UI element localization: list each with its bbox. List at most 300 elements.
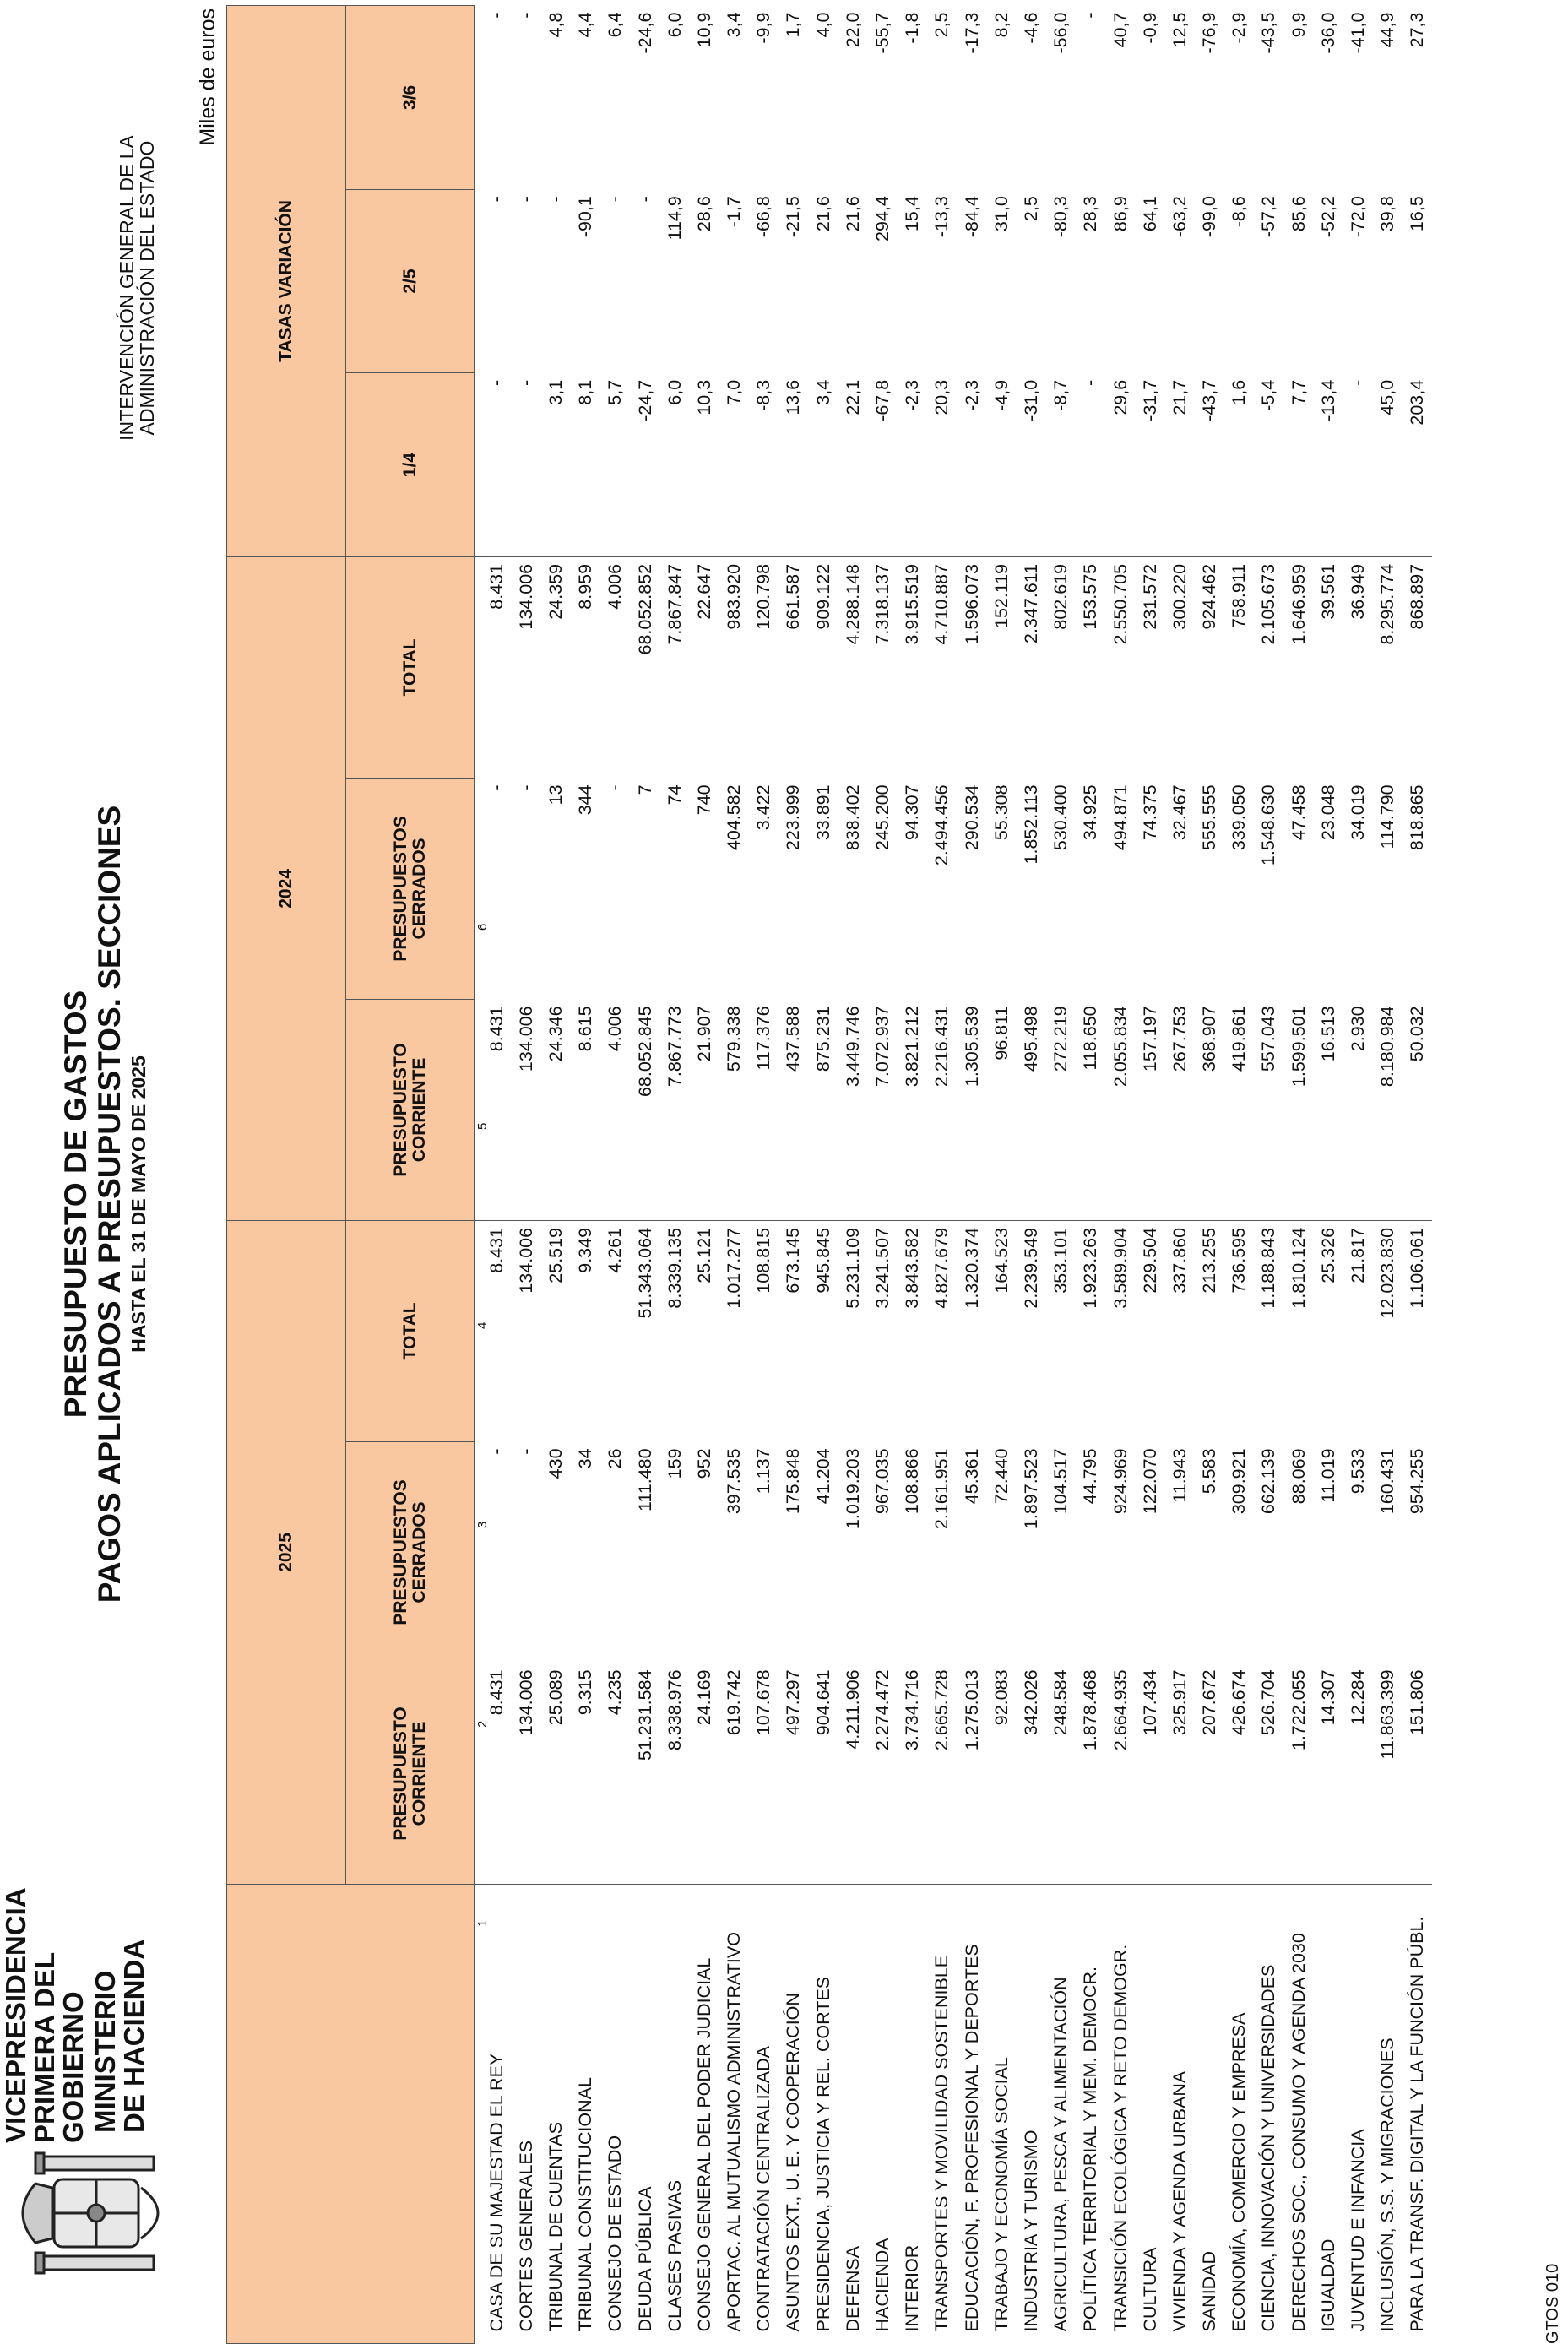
value-cell: 74 xyxy=(664,784,685,806)
value-cell: 661.587 xyxy=(783,563,804,630)
column-number-5: 5 xyxy=(475,1122,490,1130)
table-row xyxy=(927,6,957,2344)
value-cell: 3,4 xyxy=(724,12,745,38)
year-2024-header: 2024 xyxy=(227,556,346,1220)
form-code: GTOS 010 xyxy=(1544,2263,1562,2344)
value-cell: 32.467 xyxy=(1169,784,1190,841)
value-cell: 34.019 xyxy=(1348,784,1369,841)
value-cell: 41.204 xyxy=(812,1448,833,1505)
pc-2025-header xyxy=(346,1663,475,1884)
report-title xyxy=(59,571,150,1837)
table-row xyxy=(1283,6,1313,2344)
section-name-cell: TRIBUNAL DE CUENTAS xyxy=(545,2122,566,2332)
table-row xyxy=(1224,6,1254,2344)
value-cell: 3.422 xyxy=(753,784,774,831)
column-number-3: 3 xyxy=(475,1521,490,1528)
value-cell: 1.548.630 xyxy=(1258,784,1279,866)
value-cell: -43,5 xyxy=(1258,12,1279,54)
value-cell: 40,7 xyxy=(1110,12,1131,48)
value-cell: 55.308 xyxy=(990,784,1012,841)
value-cell: 120.798 xyxy=(753,563,774,630)
section-name-cell: SANIDAD xyxy=(1199,2250,1220,2332)
value-cell: 159 xyxy=(664,1448,685,1479)
table-row xyxy=(689,6,719,2344)
value-cell: -90,1 xyxy=(575,196,596,238)
section-name-cell: CONSEJO GENERAL DEL PODER JUDICIAL xyxy=(693,1957,714,2332)
value-cell: 325.917 xyxy=(1164,1663,1194,1884)
value-cell: 1,6 xyxy=(1224,373,1254,557)
value-cell: 557.043 xyxy=(1254,999,1283,1220)
section-name-cell: INCLUSIÓN, S.S. Y MIGRACIONES xyxy=(1377,2037,1398,2332)
value-cell: 3.915.519 xyxy=(902,563,923,645)
section-name-cell: EDUCACIÓN, F. PROFESIONAL Y DEPORTES xyxy=(961,1944,982,2332)
value-cell: 924.969 xyxy=(1110,1448,1131,1515)
igae-label xyxy=(117,128,157,448)
value-cell: 1.878.468 xyxy=(1076,1663,1105,1884)
title-main: PRESUPUESTO DE GASTOS xyxy=(58,990,93,1419)
value-cell: 300.220 xyxy=(1169,563,1190,630)
value-cell: 2.347.611 xyxy=(1020,563,1041,643)
value-cell: -4,6 xyxy=(1020,12,1041,44)
column-number-4: 4 xyxy=(475,1321,490,1329)
value-cell: 4.261 xyxy=(605,1227,626,1273)
value-cell: 2.665.728 xyxy=(927,1663,957,1884)
table-row xyxy=(1046,6,1076,2344)
value-cell: 3.821.212 xyxy=(898,999,927,1220)
section-name-cell: CIENCIA, INNOVACIÓN Y UNIVERSIDADES xyxy=(1258,1964,1279,2332)
value-cell: 530.400 xyxy=(1050,784,1072,851)
value-cell: 88.069 xyxy=(1288,1448,1309,1505)
section-name-cell: VIVIENDA Y AGENDA URBANA xyxy=(1169,2070,1190,2332)
value-cell: 134.006 xyxy=(515,1227,536,1294)
value-cell: 86,9 xyxy=(1110,196,1131,232)
value-cell: -56,0 xyxy=(1050,12,1072,54)
value-cell: 8.431 xyxy=(475,999,512,1220)
value-cell: 25.326 xyxy=(1317,1227,1338,1283)
table-row xyxy=(1313,6,1343,2344)
value-cell: -43,7 xyxy=(1195,373,1224,557)
value-cell: 68.052.852 xyxy=(634,563,655,655)
value-cell: 1.188.843 xyxy=(1258,1227,1279,1309)
value-cell: 2,5 xyxy=(1020,196,1041,222)
value-cell: 909.122 xyxy=(812,563,833,630)
value-cell: - xyxy=(515,196,536,203)
value-cell: - xyxy=(605,196,626,203)
value-cell: -2,9 xyxy=(1229,12,1250,44)
table-row xyxy=(957,6,986,2344)
value-cell: 497.297 xyxy=(779,1663,808,1884)
value-cell: 368.907 xyxy=(1195,999,1224,1220)
hacienda-line: DE HACIENDA xyxy=(118,1939,149,2133)
value-cell: 494.871 xyxy=(1110,784,1131,851)
table-row xyxy=(1403,6,1432,2344)
value-cell: 1.897.523 xyxy=(1020,1448,1041,1530)
value-cell: 24.359 xyxy=(545,563,566,620)
value-cell: -67,8 xyxy=(867,373,897,557)
value-cell: 1,7 xyxy=(783,12,804,38)
value-cell: 2.161.951 xyxy=(931,1448,952,1530)
value-cell: 24.346 xyxy=(540,999,570,1220)
value-cell: 2.494.456 xyxy=(931,784,952,866)
pc-2024-header xyxy=(346,999,475,1220)
value-cell: 114,9 xyxy=(664,196,685,241)
value-cell: 1.599.501 xyxy=(1283,999,1313,1220)
value-cell: 8.180.984 xyxy=(1373,999,1403,1220)
value-cell: -1,8 xyxy=(902,12,923,44)
value-cell: 29,6 xyxy=(1105,373,1135,557)
table-row xyxy=(659,6,689,2344)
section-name-cell: CORTES GENERALES xyxy=(515,2140,536,2332)
section-name-cell: IGUALDAD xyxy=(1317,2238,1338,2332)
value-cell: -2,3 xyxy=(957,373,986,557)
value-cell: 2.239.549 xyxy=(1020,1227,1041,1309)
value-cell: 8.431 xyxy=(475,1663,512,1884)
value-cell: 21,6 xyxy=(812,196,833,232)
pcr-line1: PRESUPUESTOS xyxy=(390,816,410,962)
value-cell: 437.588 xyxy=(779,999,808,1220)
value-cell: - xyxy=(486,1448,507,1455)
value-cell: 673.145 xyxy=(783,1227,804,1294)
section-name-cell: CONTRATACIÓN CENTRALIZADA xyxy=(753,2046,774,2332)
table-row xyxy=(838,6,867,2344)
value-cell: 134.006 xyxy=(511,999,540,1220)
pc-line1: PRESUPUESTO xyxy=(390,1043,410,1177)
value-cell: -84,4 xyxy=(961,196,982,238)
value-cell: 92.083 xyxy=(986,1663,1016,1884)
value-cell: 1.019.203 xyxy=(842,1448,863,1530)
value-cell: 164.523 xyxy=(990,1227,1012,1294)
value-cell: -5,4 xyxy=(1254,373,1283,557)
value-cell: 16.513 xyxy=(1313,999,1343,1220)
value-cell: 309.921 xyxy=(1229,1448,1250,1515)
ministerio-line: MINISTERIO xyxy=(90,1970,121,2133)
value-cell: - xyxy=(511,373,540,557)
value-cell: -24,7 xyxy=(630,373,659,557)
value-cell: 21,7 xyxy=(1164,373,1194,557)
table-row xyxy=(719,6,749,2344)
value-cell: 555.555 xyxy=(1199,784,1220,851)
value-cell: 207.672 xyxy=(1195,1663,1224,1884)
value-cell: 151.806 xyxy=(1403,1663,1432,1884)
value-cell: 25.519 xyxy=(545,1227,566,1283)
value-cell: 203,4 xyxy=(1403,373,1432,557)
value-cell: 175.848 xyxy=(783,1448,804,1515)
value-cell: 12.023.830 xyxy=(1377,1227,1398,1319)
value-cell: -24,6 xyxy=(634,12,655,54)
value-cell: 8.431 xyxy=(486,563,507,610)
value-cell: 290.534 xyxy=(961,784,982,851)
value-cell: - xyxy=(486,196,507,203)
value-cell: 8.959 xyxy=(575,563,596,610)
value-cell: 4.006 xyxy=(605,563,626,610)
value-cell: 152.119 xyxy=(990,563,1012,629)
value-cell: 26 xyxy=(605,1448,626,1469)
section-name-cell: TRABAJO Y ECONOMÍA SOCIAL xyxy=(990,2057,1012,2332)
value-cell: -13,3 xyxy=(931,196,952,238)
value-cell: 758.911 xyxy=(1229,563,1250,629)
table-row xyxy=(511,6,540,2344)
value-cell: 619.742 xyxy=(719,1663,749,1884)
section-name-cell: HACIENDA xyxy=(872,2238,893,2332)
value-cell: 94.307 xyxy=(902,784,923,841)
table-row xyxy=(475,6,512,2344)
value-cell: 9.315 xyxy=(571,1663,600,1884)
value-cell: 1.320.374 xyxy=(961,1227,982,1309)
value-cell: 36.949 xyxy=(1348,563,1369,620)
section-name-cell: AGRICULTURA, PESCA Y ALIMENTACIÓN xyxy=(1050,1977,1072,2332)
value-cell: -72,0 xyxy=(1348,196,1369,238)
value-cell: 818.865 xyxy=(1407,784,1428,851)
vicepresidencia-line: VICEPRESIDENCIA xyxy=(0,1887,31,2143)
section-name-cell: CONSEJO DE ESTADO xyxy=(605,2135,626,2332)
value-cell: - xyxy=(545,196,566,203)
table-row xyxy=(630,6,659,2344)
value-cell: 108.866 xyxy=(902,1448,923,1515)
value-cell: -9,9 xyxy=(753,12,774,44)
value-cell: 952 xyxy=(693,1448,714,1479)
value-cell: 6,0 xyxy=(659,373,689,557)
value-cell: 339.050 xyxy=(1229,784,1250,851)
value-cell: -31,0 xyxy=(1016,373,1045,557)
value-cell: 7,0 xyxy=(719,373,749,557)
value-cell: 2.550.705 xyxy=(1110,563,1131,645)
pcr-2024-header xyxy=(346,778,475,999)
value-cell: 1.137 xyxy=(753,1448,774,1495)
value-cell: 736.595 xyxy=(1229,1227,1250,1294)
section-name-cell: TRANSPORTES Y MOVILIDAD SOSTENIBLE xyxy=(931,1955,952,2332)
value-cell: 495.498 xyxy=(1016,999,1045,1220)
value-cell: 107.434 xyxy=(1135,1663,1164,1884)
value-cell: 3.843.582 xyxy=(902,1227,923,1309)
value-cell: 8.338.976 xyxy=(659,1663,689,1884)
section-name-cell: ASUNTOS EXT., U. E. Y COOPERACIÓN xyxy=(783,1993,804,2332)
value-cell: -80,3 xyxy=(1050,196,1072,238)
value-cell: 945.845 xyxy=(812,1227,833,1294)
value-cell: 153.575 xyxy=(1080,563,1101,630)
value-cell: 22.647 xyxy=(693,563,714,620)
value-cell: 838.402 xyxy=(842,784,863,851)
value-cell: 662.139 xyxy=(1258,1448,1279,1515)
value-cell: -66,8 xyxy=(753,196,774,238)
value-cell: 4.288.148 xyxy=(842,563,863,645)
units-label: Miles de euros xyxy=(196,8,220,146)
value-cell: -13,4 xyxy=(1313,373,1343,557)
section-name-cell: APORTAC. AL MUTUALISMO ADMINISTRATIVO xyxy=(724,1932,745,2332)
section-name-cell: INTERIOR xyxy=(902,2244,923,2332)
value-cell: 10,3 xyxy=(689,373,719,557)
section-name-cell: JUVENTUD E INFANCIA xyxy=(1348,2129,1369,2332)
value-cell: 7.867.773 xyxy=(659,999,689,1220)
year-2025-header: 2025 xyxy=(227,1220,346,1884)
table-row xyxy=(779,6,808,2344)
title-date: HASTA EL 31 DE MAYO DE 2025 xyxy=(128,1055,149,1353)
value-cell: 272.219 xyxy=(1046,999,1076,1220)
value-cell: 4.211.906 xyxy=(838,1663,867,1884)
section-name-cell: DERECHOS SOC., CONSUMO Y AGENDA 2030 xyxy=(1288,1933,1309,2332)
value-cell: 213.255 xyxy=(1199,1227,1220,1294)
value-cell: -76,9 xyxy=(1199,12,1220,54)
value-cell: 868.897 xyxy=(1407,563,1428,630)
value-cell: 3.734.716 xyxy=(898,1663,927,1884)
value-cell: 526.704 xyxy=(1254,1663,1283,1884)
value-cell: 44.795 xyxy=(1080,1448,1101,1505)
value-cell: 419.861 xyxy=(1224,999,1254,1220)
value-cell: -99,0 xyxy=(1199,196,1220,238)
value-cell: 2.216.431 xyxy=(927,999,957,1220)
value-cell: 3.241.507 xyxy=(872,1227,893,1309)
value-cell: 134.006 xyxy=(511,1663,540,1884)
value-cell: - xyxy=(515,784,536,791)
value-cell: -8,3 xyxy=(749,373,779,557)
pcr-2025-header xyxy=(346,1441,475,1663)
value-cell: - xyxy=(1343,373,1372,557)
value-cell: 1.596.073 xyxy=(961,563,982,645)
value-cell: 229.504 xyxy=(1139,1227,1160,1294)
section-name-cell: DEFENSA xyxy=(842,2245,863,2332)
pc-line2: CORRIENTE xyxy=(409,1721,429,1826)
value-cell: 117.376 xyxy=(749,999,779,1220)
value-cell: 231.572 xyxy=(1139,563,1160,630)
value-cell: 9,9 xyxy=(1288,12,1309,38)
section-name-cell: CLASES PASIVAS xyxy=(664,2179,685,2332)
value-cell: 223.999 xyxy=(783,784,804,851)
table-row xyxy=(1254,6,1283,2344)
value-cell: 3,1 xyxy=(540,373,570,557)
section-name-cell: POLÍTICA TERRITORIAL Y MEM. DEMOCR. xyxy=(1080,1967,1101,2332)
value-cell: 21.907 xyxy=(689,999,719,1220)
value-cell: 10,9 xyxy=(693,12,714,48)
value-cell: 51.231.584 xyxy=(630,1663,659,1884)
value-cell: 107.678 xyxy=(749,1663,779,1884)
table-row xyxy=(1105,6,1135,2344)
section-name-cell: CULTURA xyxy=(1139,2247,1160,2332)
value-cell: 157.197 xyxy=(1135,999,1164,1220)
section-name-cell: DEUDA PÚBLICA xyxy=(634,2186,655,2332)
value-cell: 22,1 xyxy=(838,373,867,557)
value-cell: -17,3 xyxy=(961,12,982,54)
value-cell: 22,0 xyxy=(842,12,863,48)
value-cell: 1.017.277 xyxy=(724,1227,745,1309)
value-cell: - xyxy=(634,196,655,203)
value-cell: 4,4 xyxy=(575,12,596,38)
value-cell: -52,2 xyxy=(1317,196,1338,238)
value-cell: 6,4 xyxy=(605,12,626,38)
table-row xyxy=(1343,6,1372,2344)
table-row xyxy=(867,6,897,2344)
value-cell: - xyxy=(475,373,512,557)
value-cell: 25.089 xyxy=(540,1663,570,1884)
value-cell: 31,0 xyxy=(990,196,1012,232)
value-cell: 954.255 xyxy=(1407,1448,1428,1515)
value-cell: -31,7 xyxy=(1135,373,1164,557)
value-cell: 111.480 xyxy=(634,1448,655,1511)
value-cell: 740 xyxy=(693,784,714,816)
value-cell: 72.440 xyxy=(990,1448,1012,1505)
value-cell: - xyxy=(1080,12,1101,19)
value-cell: 39,8 xyxy=(1377,196,1398,232)
table-row xyxy=(571,6,600,2344)
sections-table xyxy=(226,5,1432,2344)
value-cell: 4.827.679 xyxy=(931,1227,952,1309)
value-cell: 50.032 xyxy=(1403,999,1432,1220)
value-cell: 430 xyxy=(545,1448,566,1479)
vicepresidencia-label xyxy=(2,1880,88,2143)
value-cell: 7.072.937 xyxy=(867,999,897,1220)
value-cell: -8,7 xyxy=(1046,373,1076,557)
value-cell: 579.338 xyxy=(719,999,749,1220)
value-cell: 3.449.746 xyxy=(838,999,867,1220)
value-cell: 20,3 xyxy=(927,373,957,557)
table-row xyxy=(1135,6,1164,2344)
value-cell: 28,6 xyxy=(693,196,714,232)
value-cell: 967.035 xyxy=(872,1448,893,1515)
rate-2-5-header: 2/5 xyxy=(346,189,475,373)
value-cell: - xyxy=(486,784,507,791)
value-cell: 11.863.399 xyxy=(1373,1663,1403,1884)
rate-1-4-header: 1/4 xyxy=(346,373,475,557)
column-number-1: 1 xyxy=(475,1919,490,1927)
value-cell: 3,4 xyxy=(808,373,838,557)
table-row xyxy=(749,6,779,2344)
value-cell: 34.925 xyxy=(1080,784,1101,841)
value-cell: 104.517 xyxy=(1050,1448,1072,1515)
section-name-cell: PRESIDENCIA, JUSTICIA Y REL. CORTES xyxy=(812,1976,833,2332)
pcr-line2: CERRADOS xyxy=(409,838,429,940)
section-name-cell: INDUSTRIA Y TURISMO xyxy=(1020,2130,1041,2332)
ministry-header xyxy=(0,1880,220,2276)
value-cell: 7.318.137 xyxy=(872,563,893,645)
value-cell: 44,9 xyxy=(1377,12,1398,48)
value-cell: 8,1 xyxy=(571,373,600,557)
value-cell: 6,0 xyxy=(664,12,685,38)
value-cell: 904.641 xyxy=(808,1663,838,1884)
value-cell: 4.710.887 xyxy=(931,563,952,645)
table-row xyxy=(1373,6,1403,2344)
value-cell: 2.664.935 xyxy=(1105,1663,1135,1884)
value-cell: 337.860 xyxy=(1169,1227,1190,1294)
value-cell: 64,1 xyxy=(1139,196,1160,232)
value-cell: 21.817 xyxy=(1348,1227,1369,1283)
table-row xyxy=(898,6,927,2344)
value-cell: 294,4 xyxy=(872,196,893,242)
column-number-2: 2 xyxy=(475,1720,490,1728)
value-cell: 21,6 xyxy=(842,196,863,232)
title-sub: PAGOS APLICADOS A PRESUPUESTOS. SECCIONES xyxy=(92,805,127,1603)
rate-3-6-header: 3/6 xyxy=(346,6,475,190)
value-cell: 45.361 xyxy=(961,1448,982,1505)
pcr-line1: PRESUPUESTOS xyxy=(390,1479,410,1625)
value-cell: -57,2 xyxy=(1258,196,1279,238)
value-cell: 2.274.472 xyxy=(867,1663,897,1884)
value-cell: 96.811 xyxy=(986,999,1016,1220)
value-cell: 47.458 xyxy=(1288,784,1309,841)
value-cell: 68.052.845 xyxy=(630,999,659,1220)
table-body xyxy=(475,6,1433,2344)
table-row xyxy=(1076,6,1105,2344)
value-cell: 24.169 xyxy=(689,1663,719,1884)
value-cell: 353.101 xyxy=(1050,1227,1072,1294)
section-name-cell: CASA DE SU MAJESTAD EL REY xyxy=(486,2053,507,2332)
value-cell: 7 xyxy=(634,784,655,795)
value-cell: -55,7 xyxy=(872,12,893,54)
value-cell: 122.070 xyxy=(1139,1448,1160,1515)
value-cell: 5.583 xyxy=(1199,1448,1220,1495)
total-2025-header: TOTAL xyxy=(346,1220,475,1441)
value-cell: 15,4 xyxy=(902,196,923,232)
value-cell: - xyxy=(486,12,507,19)
value-cell: -36,0 xyxy=(1317,12,1338,54)
pc-line1: PRESUPUESTO xyxy=(390,1706,410,1841)
